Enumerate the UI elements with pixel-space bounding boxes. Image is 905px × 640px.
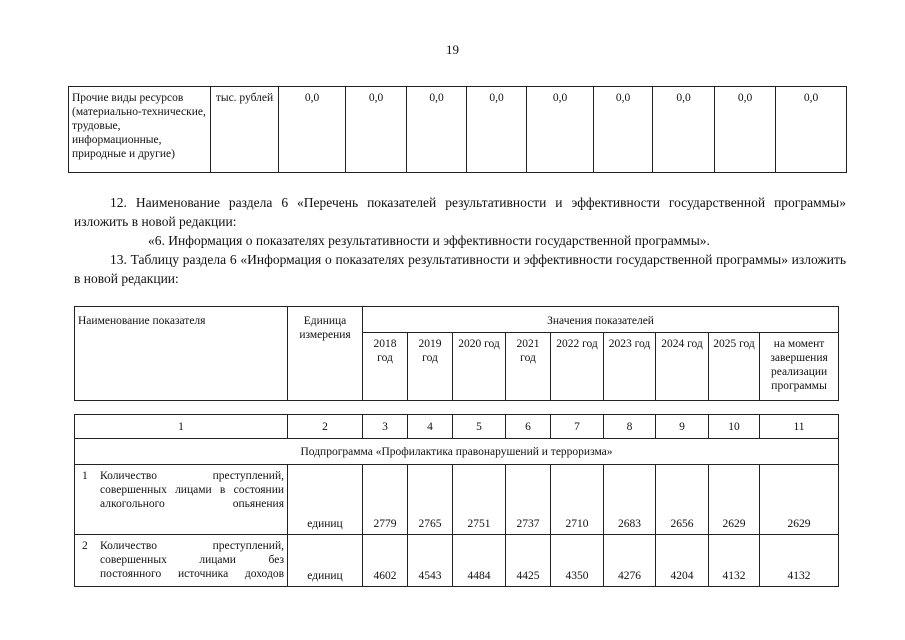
header-indicator-name: Наименование показателя bbox=[75, 307, 288, 401]
col-number: 9 bbox=[656, 415, 709, 439]
row-number: 1 bbox=[82, 470, 88, 482]
indicator-cell bbox=[75, 465, 288, 535]
resource-value: 0,0 bbox=[279, 87, 346, 173]
resource-value: 0,0 bbox=[653, 87, 715, 173]
col-number: 3 bbox=[363, 415, 408, 439]
value-cell: 4276 bbox=[604, 535, 656, 587]
col-number: 8 bbox=[604, 415, 656, 439]
header-final: на момент завершения реализации программы bbox=[760, 333, 839, 401]
indicators-body-table bbox=[74, 414, 839, 587]
header-year: 2019 год bbox=[408, 333, 453, 401]
paragraph-13-text: 13. Таблицу раздела 6 «Информация о показателях результативности и эффективности государственной программы» изложить в новой редакции: bbox=[74, 252, 846, 286]
indicator-cell bbox=[75, 535, 288, 587]
value-cell: 2683 bbox=[604, 465, 656, 535]
header-year: 2022 год bbox=[551, 333, 604, 401]
indicator-name: Количество преступлений, совершенных лицами без постоянного источника доходов bbox=[100, 540, 284, 580]
resource-label: Прочие виды ресурсов (материально-технические, трудовые, информационные, природные и другие) bbox=[69, 87, 211, 173]
table-row bbox=[75, 535, 839, 587]
value-cell: 4484 bbox=[453, 535, 506, 587]
table-row bbox=[75, 465, 839, 535]
header-year: 2023 год bbox=[604, 333, 656, 401]
page-number: 19 bbox=[446, 42, 459, 57]
header-unit: Единица измерения bbox=[288, 307, 363, 401]
col-number: 6 bbox=[506, 415, 551, 439]
value-cell: 4204 bbox=[656, 535, 709, 587]
resource-value: 0,0 bbox=[467, 87, 527, 173]
resource-value: 0,0 bbox=[346, 87, 407, 173]
header-year: 2020 год bbox=[453, 333, 506, 401]
resource-value: 0,0 bbox=[527, 87, 594, 173]
header-year: 2021 год bbox=[506, 333, 551, 401]
value-cell: 4132 bbox=[760, 535, 839, 587]
value-cell: 4425 bbox=[506, 535, 551, 587]
paragraph-13 bbox=[74, 250, 846, 288]
paragraph-12-text: 12. Наименование раздела 6 «Перечень показателей результативности и эффективности государственной программы» изложить в новой редакции: bbox=[74, 195, 846, 229]
paragraph-12 bbox=[74, 193, 846, 231]
resource-value: 0,0 bbox=[776, 87, 847, 173]
value-cell: 4602 bbox=[363, 535, 408, 587]
value-cell: 2765 bbox=[408, 465, 453, 535]
indicators-header-table bbox=[74, 306, 839, 401]
indicator-name: Количество преступлений, совершенных лицами в состоянии алкогольного опьянения bbox=[100, 470, 284, 510]
col-number: 11 bbox=[760, 415, 839, 439]
col-number: 7 bbox=[551, 415, 604, 439]
value-cell: 2779 bbox=[363, 465, 408, 535]
paragraph-12-quote: «6. Информация о показателях результативности и эффективности государственной программы». bbox=[148, 233, 710, 248]
value-cell: 4350 bbox=[551, 535, 604, 587]
unit-cell: единиц bbox=[288, 535, 363, 587]
header-year: 2025 год bbox=[709, 333, 760, 401]
value-cell: 2656 bbox=[656, 465, 709, 535]
col-number: 10 bbox=[709, 415, 760, 439]
col-number: 4 bbox=[408, 415, 453, 439]
resources-table bbox=[68, 86, 847, 173]
subprogram-title: Подпрограмма «Профилактика правонарушений и терроризма» bbox=[75, 439, 839, 465]
value-cell: 2751 bbox=[453, 465, 506, 535]
header-values: Значения показателей bbox=[363, 307, 839, 333]
col-number: 2 bbox=[288, 415, 363, 439]
resource-value: 0,0 bbox=[715, 87, 776, 173]
col-number: 1 bbox=[75, 415, 288, 439]
value-cell: 4132 bbox=[709, 535, 760, 587]
value-cell: 4543 bbox=[408, 535, 453, 587]
value-cell: 2629 bbox=[760, 465, 839, 535]
value-cell: 2737 bbox=[506, 465, 551, 535]
row-number: 2 bbox=[82, 540, 88, 552]
col-number: 5 bbox=[453, 415, 506, 439]
value-cell: 2710 bbox=[551, 465, 604, 535]
resource-unit: тыс. рублей bbox=[211, 87, 279, 173]
header-year: 2024 год bbox=[656, 333, 709, 401]
header-year: 2018 год bbox=[363, 333, 408, 401]
resource-value: 0,0 bbox=[407, 87, 467, 173]
value-cell: 2629 bbox=[709, 465, 760, 535]
unit-cell: единиц bbox=[288, 465, 363, 535]
resource-value: 0,0 bbox=[594, 87, 653, 173]
